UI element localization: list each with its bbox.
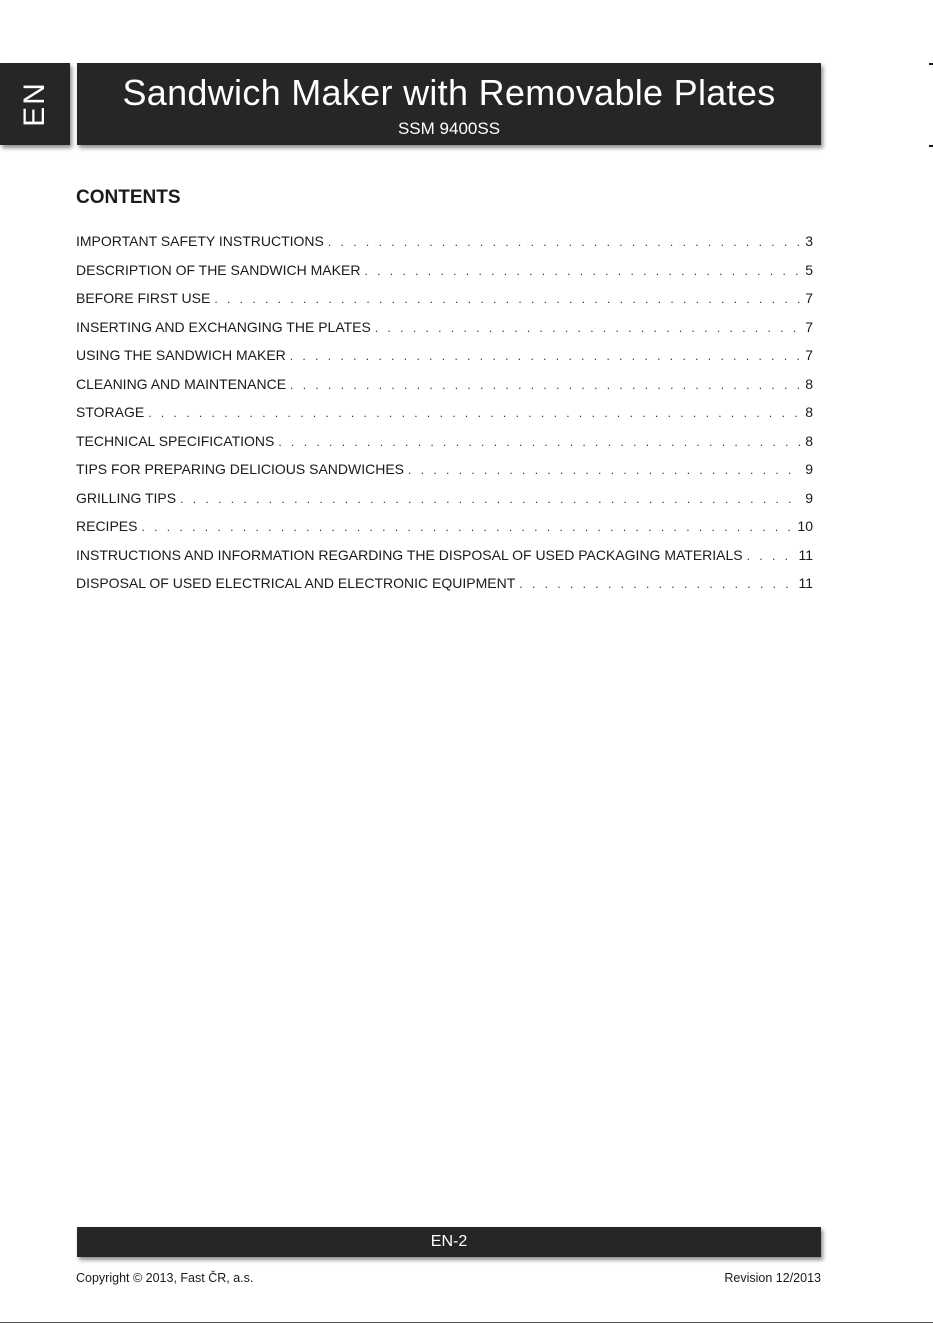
header-bar bbox=[77, 63, 821, 145]
toc-entry-title: DISPOSAL OF USED ELECTRICAL AND ELECTRONIC EQUIPMENT bbox=[76, 575, 516, 591]
toc-entry-page: 11 bbox=[798, 546, 813, 563]
toc-dot-leader bbox=[519, 577, 794, 591]
toc-entry-title: STORAGE bbox=[76, 404, 145, 420]
toc-entry-title: TECHNICAL SPECIFICATIONS bbox=[76, 432, 275, 449]
toc-dot-leader bbox=[290, 349, 801, 363]
toc-entry[interactable] bbox=[76, 575, 813, 604]
toc-dot-leader bbox=[747, 549, 795, 563]
toc-entry-page: 11 bbox=[798, 575, 813, 591]
toc-entry-page: 7 bbox=[805, 318, 813, 335]
crop-mark-top bbox=[929, 63, 933, 65]
toc-entry-title: BEFORE FIRST USE bbox=[76, 290, 211, 306]
toc-entry-page: 7 bbox=[805, 347, 813, 363]
bottom-rule bbox=[0, 1322, 933, 1323]
toc-entry[interactable] bbox=[76, 404, 813, 433]
toc-entry[interactable] bbox=[76, 547, 813, 576]
toc-entry[interactable] bbox=[76, 233, 813, 262]
toc-entry-page: 9 bbox=[805, 489, 813, 506]
toc-dot-leader bbox=[408, 463, 801, 477]
model-number: SSM 9400SS bbox=[397, 119, 501, 138]
toc-entry-page: 5 bbox=[805, 261, 813, 278]
document-title: Sandwich Maker with Removable Plates bbox=[122, 72, 776, 113]
language-tab-label: EN bbox=[18, 81, 51, 127]
toc-entry-page: 8 bbox=[805, 404, 813, 420]
table-of-contents bbox=[76, 233, 813, 604]
toc-dot-leader bbox=[364, 264, 801, 278]
toc-entry-page: 3 bbox=[805, 233, 813, 249]
toc-dot-leader bbox=[214, 292, 801, 306]
toc-entry-title: RECIPES bbox=[76, 518, 138, 534]
toc-entry-page: 8 bbox=[805, 432, 813, 449]
toc-entry-title: INSTRUCTIONS AND INFORMATION REGARDING THE DISPOSAL OF USED PACKAGING MATERIALS bbox=[76, 546, 743, 563]
toc-entry-title: DESCRIPTION OF THE SANDWICH MAKER bbox=[76, 261, 361, 278]
toc-entry-page: 10 bbox=[797, 518, 813, 534]
toc-entry[interactable] bbox=[76, 490, 813, 519]
footer-page-bar bbox=[77, 1227, 821, 1257]
toc-entry-title: CLEANING AND MAINTENANCE bbox=[76, 375, 287, 392]
toc-dot-leader bbox=[290, 378, 801, 392]
revision-label: Revision 12/2013 bbox=[724, 1271, 821, 1285]
toc-entry[interactable] bbox=[76, 433, 813, 462]
toc-entry-page: 9 bbox=[805, 461, 813, 477]
toc-entry[interactable] bbox=[76, 376, 813, 405]
toc-entry-page: 8 bbox=[805, 375, 813, 392]
toc-entry[interactable] bbox=[76, 262, 813, 291]
toc-dot-leader bbox=[328, 235, 801, 249]
language-tab bbox=[0, 63, 70, 145]
toc-entry[interactable] bbox=[76, 518, 813, 547]
toc-entry-title: GRILLING TIPS bbox=[76, 489, 177, 506]
toc-entry[interactable] bbox=[76, 319, 813, 348]
toc-dot-leader bbox=[278, 435, 801, 449]
page-number: EN-2 bbox=[430, 1233, 468, 1250]
toc-entry-title: IMPORTANT SAFETY INSTRUCTIONS bbox=[76, 233, 324, 249]
toc-entry-title: INSERTING AND EXCHANGING THE PLATES bbox=[76, 318, 371, 335]
toc-entry-title: USING THE SANDWICH MAKER bbox=[76, 347, 286, 363]
contents-heading: CONTENTS bbox=[76, 187, 181, 208]
toc-entry[interactable] bbox=[76, 461, 813, 490]
toc-dot-leader bbox=[180, 492, 801, 506]
toc-dot-leader bbox=[148, 406, 801, 420]
toc-entry[interactable] bbox=[76, 290, 813, 319]
toc-entry-title: TIPS FOR PREPARING DELICIOUS SANDWICHES bbox=[76, 461, 405, 477]
toc-dot-leader bbox=[375, 321, 801, 335]
copyright-notice: Copyright © 2013, Fast ČR, a.s. bbox=[76, 1271, 254, 1285]
toc-dot-leader bbox=[141, 520, 793, 534]
toc-entry-page: 7 bbox=[805, 290, 813, 306]
toc-entry[interactable] bbox=[76, 347, 813, 376]
crop-mark-bottom bbox=[929, 145, 933, 147]
